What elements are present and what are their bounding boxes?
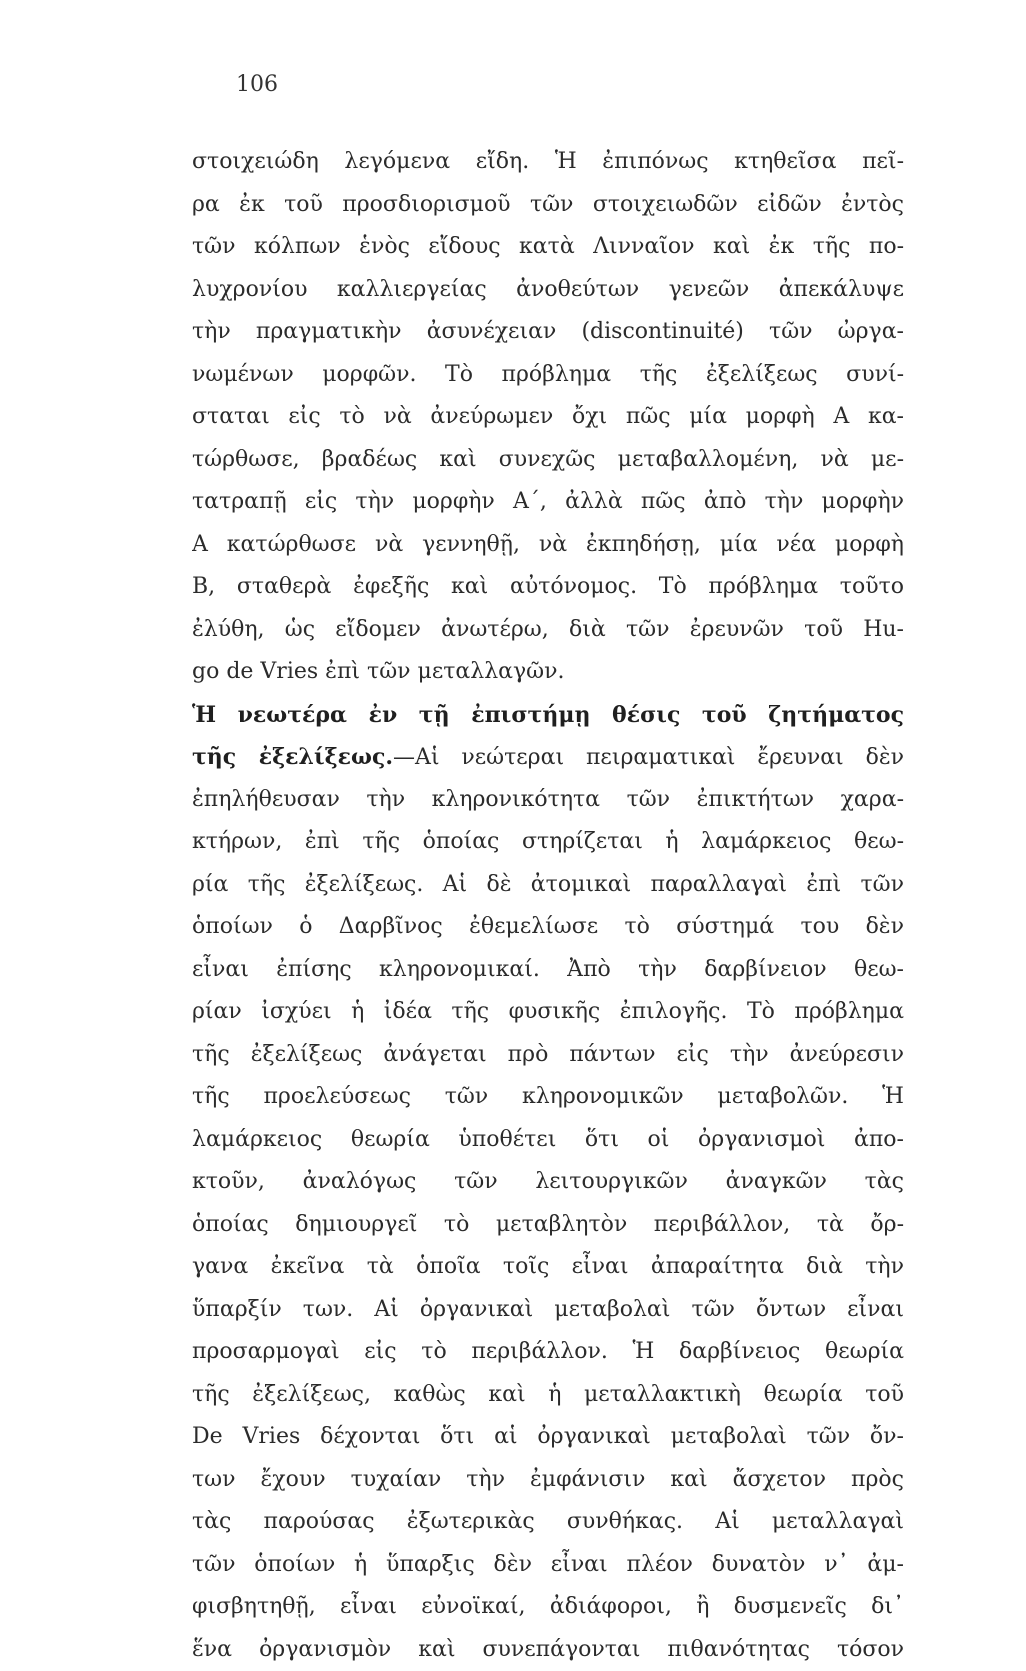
body-text	[192, 141, 904, 1671]
text-line: λαμάρκειος θεωρία ὑποθέτει ὅτι οἱ ὀργανισμοὶ ἀπο-	[192, 1119, 904, 1162]
text-line: go de Vries ἐπὶ τῶν μεταλλαγῶν.	[192, 651, 904, 694]
text-line: ὁποίας δημιουργεῖ τὸ μεταβλητὸν περιβάλλον, τὰ ὄρ-	[192, 1204, 904, 1247]
text-line: εἶναι ἐπίσης κληρονομικαί. Ἀπὸ τὴν δαρβίνειον θεω-	[192, 949, 904, 992]
text-line: γανα ἐκεῖνα τὰ ὁποῖα τοῖς εἶναι ἀπαραίτητα διὰ τὴν	[192, 1246, 904, 1289]
text-line: τῆς ἐξελίξεως, καθὼς καὶ ἡ μεταλλακτικὴ θεωρία τοῦ	[192, 1374, 904, 1417]
text-line: τῶν ὁποίων ἡ ὕπαρξις δὲν εἶναι πλέον δυνατὸν ν᾽ ἀμ-	[192, 1544, 904, 1587]
section-first-sentence: —Αἱ νεώτεραι πειραματικαὶ ἔρευναι δὲν	[393, 745, 904, 770]
text-line: Β, σταθερὰ ἐφεξῆς καὶ αὐτόνομος. Τὸ πρόβλημα τοῦτο	[192, 566, 904, 609]
text-line: Α κατώρθωσε νὰ γεννηθῇ, νὰ ἐκπηδήσῃ, μία νέα μορφὴ	[192, 524, 904, 567]
text-line: ὕπαρξίν των. Αἱ ὀργανικαὶ μεταβολαὶ τῶν ὄντων εἶναι	[192, 1289, 904, 1332]
text-line: φισβητηθῇ, εἶναι εὐνοϊκαί, ἀδιάφοροι, ἢ δυσμενεῖς δι᾽	[192, 1586, 904, 1629]
section-heading-text-end: τῆς ἐξελίξεως.	[192, 744, 393, 770]
text-line: στοιχειώδη λεγόμενα εἴδη. Ἡ ἐπιπόνως κτηθεῖσα πεῖ-	[192, 141, 904, 184]
text-line: των ἔχουν τυχαίαν τὴν ἐμφάνισιν καὶ ἄσχετον πρὸς	[192, 1459, 904, 1502]
section-heading	[192, 694, 904, 737]
text-line: τῆς προελεύσεως τῶν κληρονομικῶν μεταβολῶν. Ἡ	[192, 1076, 904, 1119]
text-line: ἕνα ὀργανισμὸν καὶ συνεπάγονται πιθανότητας τόσον	[192, 1629, 904, 1671]
text-line: ρία τῆς ἐξελίξεως. Αἱ δὲ ἀτομικαὶ παραλλαγαὶ ἐπὶ τῶν	[192, 864, 904, 907]
text-line: προσαρμογαὶ εἰς τὸ περιβάλλον. Ἡ δαρβίνειος θεωρία	[192, 1331, 904, 1374]
page-number: 106	[236, 72, 278, 97]
text-line: νωμένων μορφῶν. Τὸ πρόβλημα τῆς ἐξελίξεως συνί-	[192, 354, 904, 397]
text-line: ἐλύθη, ὡς εἴδομεν ἀνωτέρω, διὰ τῶν ἐρευνῶν τοῦ Hu-	[192, 609, 904, 652]
text-line: λυχρονίου καλλιεργείας ἀνοθεύτων γενεῶν ἀπεκάλυψε	[192, 269, 904, 312]
text-line: κτήρων, ἐπὶ τῆς ὁποίας στηρίζεται ἡ λαμάρκειος θεω-	[192, 821, 904, 864]
text-line: ρα ἐκ τοῦ προσδιορισμοῦ τῶν στοιχειωδῶν εἰδῶν ἐντὸς	[192, 184, 904, 227]
text-line: ἐπηλήθευσαν τὴν κληρονικότητα τῶν ἐπικτήτων χαρα-	[192, 779, 904, 822]
text-line: τὴν πραγματικὴν ἀσυνέχειαν (discontinuité) τῶν ὠργα-	[192, 311, 904, 354]
section-heading-continuation	[192, 736, 904, 779]
text-line: τῶν κόλπων ἑνὸς εἴδους κατὰ Λινναῖον καὶ ἐκ τῆς πο-	[192, 226, 904, 269]
text-line: τῆς ἐξελίξεως ἀνάγεται πρὸ πάντων εἰς τὴν ἀνεύρεσιν	[192, 1034, 904, 1077]
text-line: τὰς παρούσας ἐξωτερικὰς συνθήκας. Αἱ μεταλλαγαὶ	[192, 1501, 904, 1544]
text-line: De Vries δέχονται ὅτι αἱ ὀργανικαὶ μεταβολαὶ τῶν ὄν-	[192, 1416, 904, 1459]
text-line: τώρθωσε, βραδέως καὶ συνεχῶς μεταβαλλομένη, νὰ με-	[192, 439, 904, 482]
text-line: ρίαν ἰσχύει ἡ ἰδέα τῆς φυσικῆς ἐπιλογῆς. Τὸ πρόβλημα	[192, 991, 904, 1034]
text-line: κτοῦν, ἀναλόγως τῶν λειτουργικῶν ἀναγκῶν τὰς	[192, 1161, 904, 1204]
section-heading-text: Ἡ νεωτέρα ἐν τῇ ἐπιστήμῃ θέσις τοῦ ζητήματος	[192, 702, 904, 728]
text-line: τατραπῇ εἰς τὴν μορφὴν Α΄, ἀλλὰ πῶς ἀπὸ τὴν μορφὴν	[192, 481, 904, 524]
text-line: σταται εἰς τὸ νὰ ἀνεύρωμεν ὄχι πῶς μία μορφὴ Α κα-	[192, 396, 904, 439]
text-line: ὁποίων ὁ Δαρβῖνος ἐθεμελίωσε τὸ σύστημά του δὲν	[192, 906, 904, 949]
